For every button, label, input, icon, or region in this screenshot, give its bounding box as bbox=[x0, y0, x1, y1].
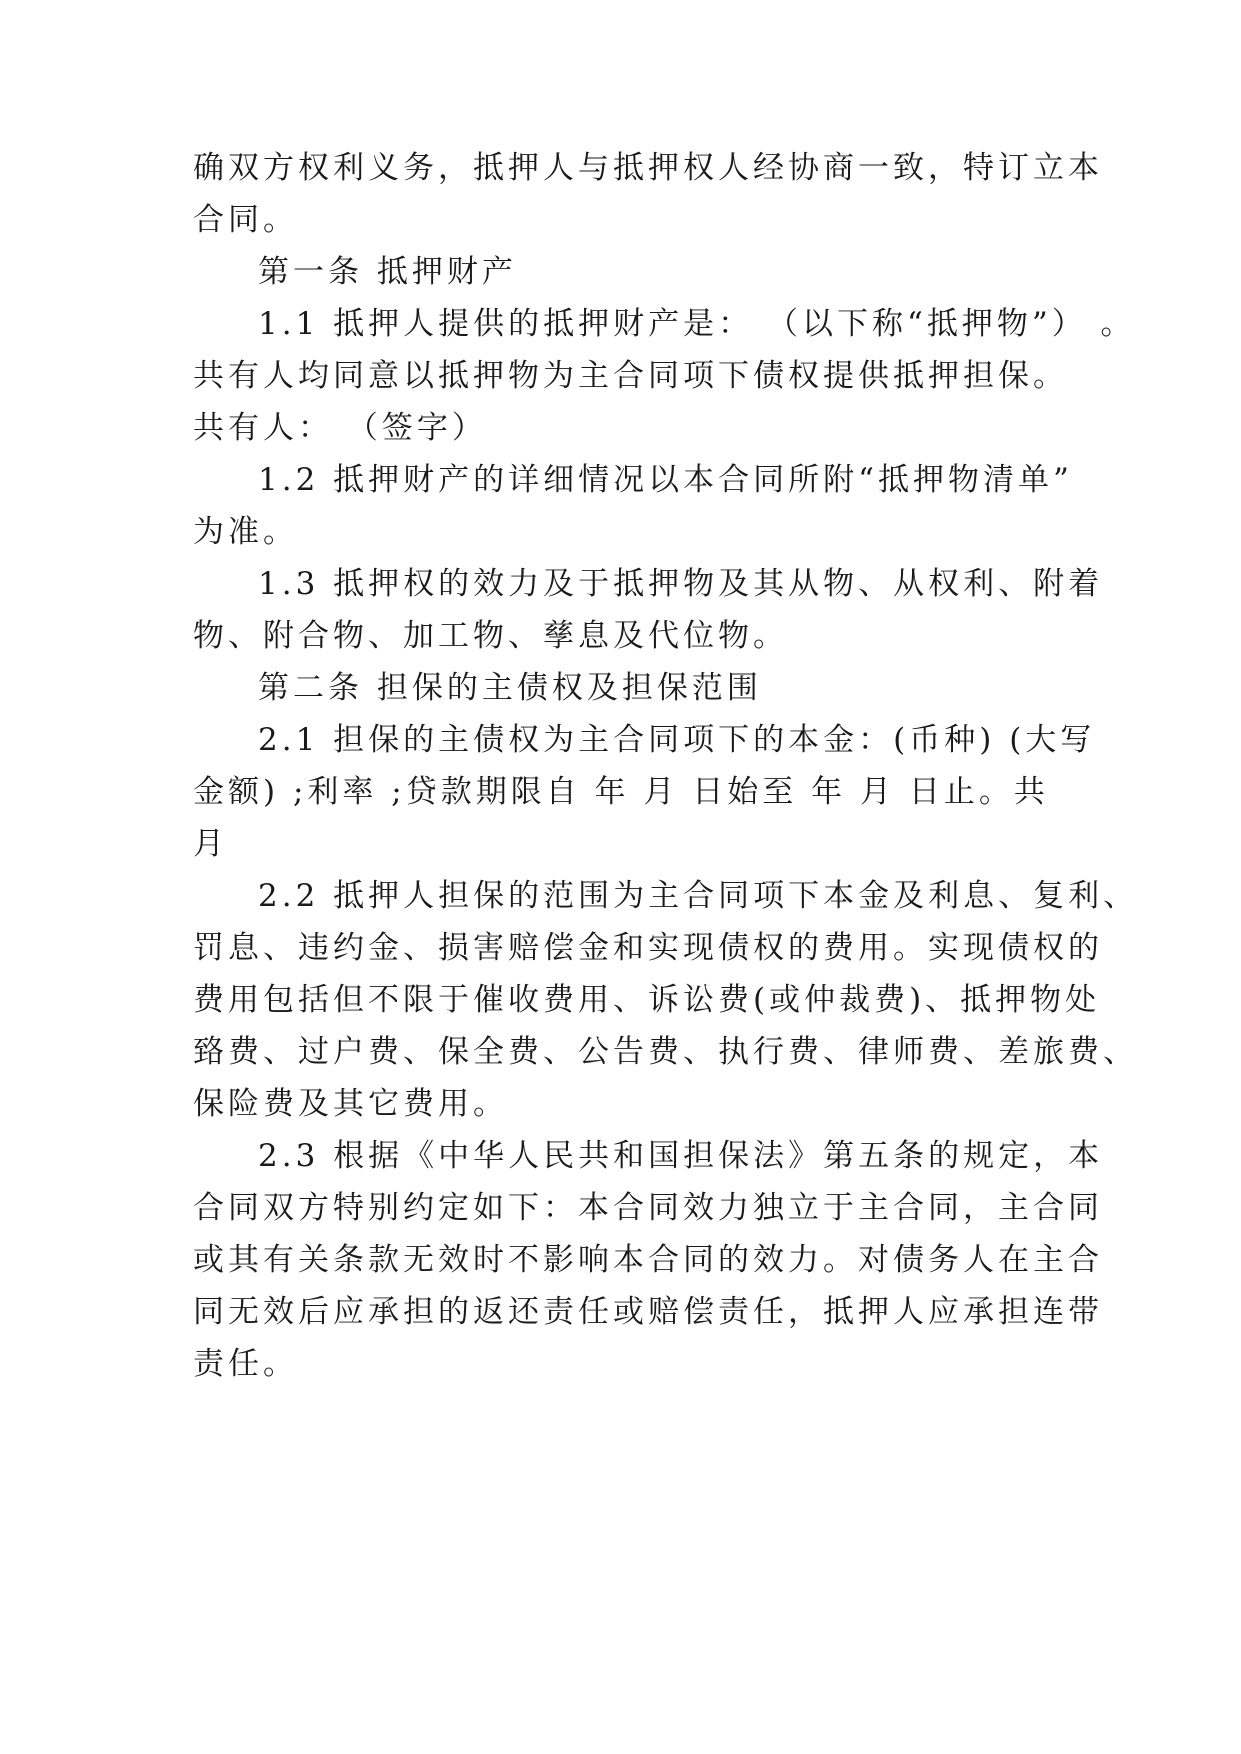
text-line: 金额) ;利率 ;贷款期限自 年 月 日始至 年 月 日止。共 bbox=[193, 774, 1049, 810]
clause-line: 2.2 抵押人担保的范围为主合同项下本金及利息、复利、 bbox=[258, 878, 1139, 914]
article-heading: 第一条 抵押财产 bbox=[258, 254, 517, 290]
text-line: 罚息、违约金、损害赔偿金和实现债权的费用。实现债权的 bbox=[193, 930, 1103, 966]
clause-line: 2.1 担保的主债权为主合同项下的本金：(币种) (大写 bbox=[258, 722, 1096, 758]
text-line: 臵费、过户费、保全费、公告费、执行费、律师费、差旅费、 bbox=[193, 1034, 1138, 1070]
text-line: 共有人均同意以抵押物为主合同项下债权提供抵押担保。 bbox=[193, 358, 1068, 394]
text-line: 责任。 bbox=[193, 1346, 298, 1382]
clause-line: 1.3 抵押权的效力及于抵押物及其从物、从权利、附着 bbox=[258, 566, 1104, 602]
text-line: 合同双方特别约定如下：本合同效力独立于主合同，主合同 bbox=[193, 1190, 1103, 1226]
clause-line: 1.2 抵押财产的详细情况以本合同所附“抵押物清单” bbox=[258, 462, 1073, 498]
text-line: 或其有关条款无效时不影响本合同的效力。对债务人在主合 bbox=[193, 1242, 1103, 1278]
clause-line: 1.1 抵押人提供的抵押财产是： （以下称“抵押物”） 。 bbox=[258, 306, 1136, 342]
text-line: 同无效后应承担的返还责任或赔偿责任，抵押人应承担连带 bbox=[193, 1294, 1103, 1330]
text-line: 确双方权利义务，抵押人与抵押权人经协商一致，特订立本 bbox=[193, 150, 1103, 186]
text-line: 合同。 bbox=[193, 202, 298, 238]
text-line: 物、附合物、加工物、孳息及代位物。 bbox=[193, 618, 788, 654]
article-heading: 第二条 担保的主债权及担保范围 bbox=[258, 670, 762, 706]
clause-line: 2.3 根据《中华人民共和国担保法》第五条的规定，本 bbox=[258, 1138, 1104, 1174]
text-line: 保险费及其它费用。 bbox=[193, 1086, 508, 1122]
signature-line: 共有人： （签字） bbox=[193, 410, 487, 446]
text-line: 为准。 bbox=[193, 514, 298, 550]
text-line: 月 bbox=[193, 826, 228, 862]
text-line: 费用包括但不限于催收费用、诉讼费(或仲裁费)、抵押物处 bbox=[193, 982, 1101, 1018]
